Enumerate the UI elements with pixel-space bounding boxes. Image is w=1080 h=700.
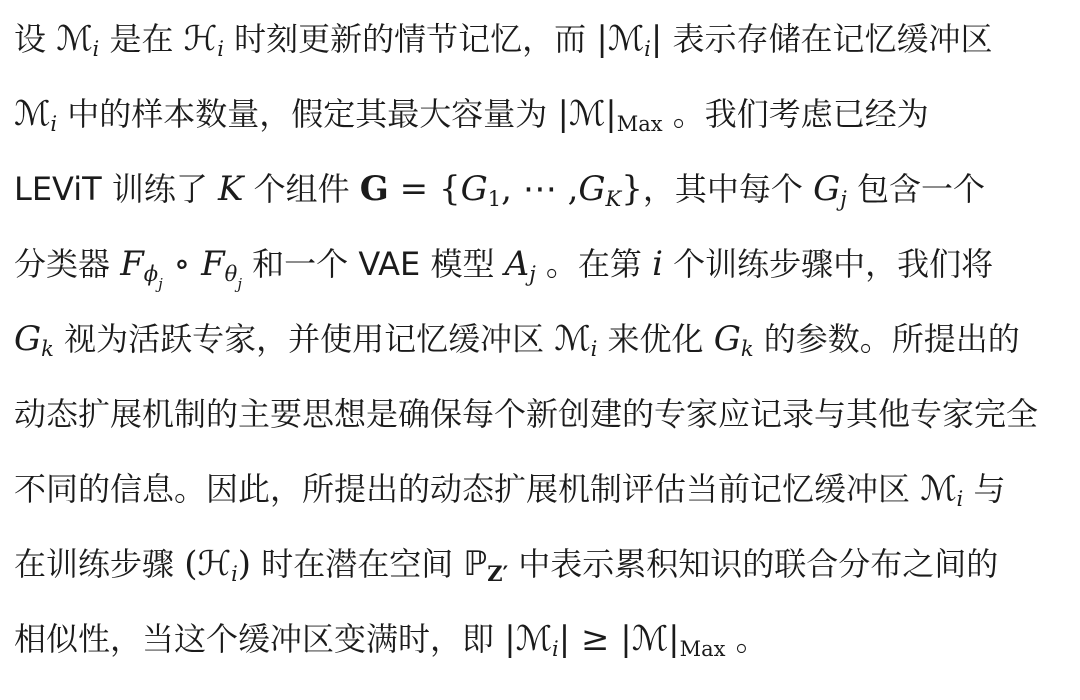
math-segment: = { (388, 169, 461, 209)
cn-text: 来优化 (597, 320, 714, 358)
cn-text: 个组件 (243, 170, 360, 208)
math-segment: ) (237, 544, 252, 584)
math-segment: 1 (487, 187, 502, 211)
math-segment: ϕ (143, 262, 159, 286)
text-line (14, 377, 1072, 452)
cn-text: 动态扩展机制的主要思想是确保每个新创建的专家应记录与其他专家完全 (14, 395, 1039, 433)
text-line (14, 77, 1072, 152)
text-line (14, 452, 1072, 527)
paragraph (14, 2, 1072, 677)
text-line (14, 602, 1072, 677)
math-segment: G (460, 169, 488, 209)
math-segment: ℙ (463, 544, 488, 584)
math-segment: } (621, 169, 643, 209)
math-segment: G (14, 319, 42, 359)
cn-text: 。我们考虑已经为 (662, 95, 929, 133)
text-line (14, 2, 1072, 77)
math-segment: G (713, 319, 741, 359)
math-segment: i (217, 37, 224, 61)
cn-text: 视为活跃专家，并使用记忆缓冲区 (53, 320, 555, 358)
math-segment: | (596, 19, 608, 59)
math-segment: ℋ (183, 19, 218, 59)
math-segment: | (605, 94, 617, 134)
math-segment: ℳ (515, 619, 553, 659)
math-segment: ℳ (568, 94, 606, 134)
math-segment: ℳ (56, 19, 93, 59)
cn-text: 不同的信息。因此，所提出的动态扩展机制评估当前记忆缓冲区 (14, 470, 921, 508)
cn-text: LEViT 训练了 (14, 170, 219, 208)
math-segment: | (650, 19, 663, 59)
text-line (14, 527, 1072, 602)
math-segment: K (218, 169, 244, 209)
cn-text: 时在潜在空间 (251, 545, 464, 583)
math-segment: , ⋯ , (501, 169, 579, 209)
math-segment: i (956, 487, 964, 511)
cn-text: 个训练步骤中，我们将 (662, 245, 994, 283)
math-segment: i (590, 337, 598, 361)
math-segment: j (840, 187, 847, 211)
math-segment: ℳ (631, 619, 669, 659)
text-line (14, 152, 1072, 227)
cn-text: 表示存储在记忆缓冲区 (662, 20, 993, 58)
math-segment: F (201, 244, 225, 284)
math-segment: i (552, 637, 559, 661)
math-segment: G (359, 169, 389, 209)
math-segment: j (158, 275, 163, 293)
math-segment: A (504, 244, 530, 284)
math-segment: F (120, 244, 144, 284)
math-segment: i (50, 112, 58, 136)
math-segment: Max (616, 112, 663, 136)
math-segment: ℋ (197, 544, 232, 584)
math-segment: i (652, 244, 663, 284)
math-segment: ℳ (607, 19, 645, 59)
cn-text: 在训练步骤 (14, 545, 185, 583)
math-segment: K (605, 187, 622, 211)
math-segment: G (578, 169, 606, 209)
math-segment: θ (224, 262, 238, 286)
math-segment: Max (679, 637, 726, 661)
cn-text: ，其中每个 (642, 170, 814, 208)
math-segment: ( (184, 544, 198, 584)
cn-text: 和一个 VAE 模型 (241, 245, 505, 283)
cn-text: 设 (14, 20, 57, 58)
math-segment: k (41, 337, 54, 361)
cn-text: 。 (725, 620, 768, 658)
math-segment: G (813, 169, 841, 209)
math-segment: | (504, 619, 516, 659)
math-segment: i (644, 37, 651, 61)
cn-text: 分类器 (14, 245, 121, 283)
cn-text: 时刻更新的情节记忆，而 (223, 20, 597, 58)
math-segment: | ≥ | (558, 619, 632, 659)
math-segment: ℳ (920, 469, 957, 509)
cn-text: 中的样本数量，假定其最大容量为 (57, 95, 558, 133)
text-line (14, 227, 1072, 302)
math-segment: ∘ (162, 244, 202, 284)
math-segment: | (557, 94, 569, 134)
math-segment: | (668, 619, 680, 659)
cn-text: 与 (963, 470, 1006, 508)
math-segment: ℳ (14, 94, 51, 134)
cn-text: 相似性，当这个缓冲区变满时，即 (14, 620, 505, 658)
cn-text: 。在第 (535, 245, 653, 283)
math-segment: j (529, 262, 536, 286)
math-segment: j (237, 275, 242, 293)
cn-text: 的参数。所提出的 (753, 320, 1020, 358)
math-segment: Z′ (487, 561, 509, 586)
math-segment: i (92, 37, 100, 61)
math-segment: i (231, 562, 238, 586)
cn-text: 中表示累积知识的联合分布之间的 (508, 545, 999, 583)
cn-text: 包含一个 (846, 170, 985, 208)
text-line (14, 302, 1072, 377)
math-segment: ℳ (554, 319, 591, 359)
math-segment: k (740, 337, 754, 361)
cn-text: 是在 (99, 20, 184, 58)
